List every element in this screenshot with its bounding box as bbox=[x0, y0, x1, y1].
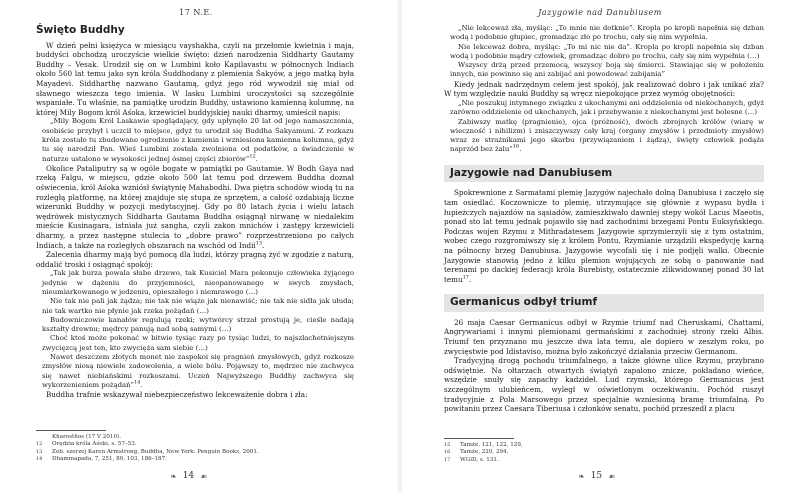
ornament-icon: ❧ bbox=[578, 471, 585, 481]
ornament-icon: ☙ bbox=[200, 471, 208, 481]
footnote: Kharosthos (17 V 2010). bbox=[52, 434, 121, 440]
buddha-quote bbox=[444, 24, 764, 80]
ornament-icon: ☙ bbox=[608, 471, 616, 481]
footnote: 12 Orędzia króla Aśoki, s. 57–53. bbox=[36, 441, 137, 448]
quote-line: Wszyscy drżą przed przemocą, wszyscy boją się śmierci. Stawiając się w położeniu innych, nie powinno się ani zabijać ani powodować zabijania” bbox=[450, 61, 764, 79]
quote-line: Zabiwszy matkę (pragnienie), ojca (próżność), dwóch zbrojnych królów (wiarę w wieczność i nihilizm) i zniszczywszy cały kraj (organy zmysłów i przedmioty zmysłów) wraz ze strażnikami jego skarbu (przywiązaniem i żądzą), święty człowiek podąża naprzód bez żalu”$^{16}$. bbox=[450, 117, 764, 154]
body-paragraph: Tradycyjną drogą pochodu triumfalnego, a także główne ulice Rzymu, przybrano odświętnie. Na ołtarzach otwartych świątyń zapalono znicze, pokładano wieńce, wszędzie snuły się zapachy kadzideł. Lud rzymski, którego Germanicus jest szczególnym ulubieńcem, wyległ w oświetlonym oczekiwaniu. Pochód ruszył tradycyjnie z Pola Marsowego przez specjalnie wzniesioną bramę triumfalną. Po powitaniu przez Caesara Tiberiusa i członków senatu, pochód przeszedł z placu bbox=[444, 356, 764, 414]
running-head-left: 17 N.E. bbox=[179, 8, 213, 17]
quote-line: Nie tak nie pali jak żądza; nie tak nie wiąże jak nienawiść; nie tak nie sidła jak ułuda; nie tak wartko nie płynie jak rzeka pożądań (…) bbox=[42, 297, 354, 315]
footnote: 16 Tamże, 220, 294. bbox=[444, 449, 509, 456]
footnote: 13 Zob. szerzej Karen Armstrong, Buddha, New York: Penguin Books, 2001. bbox=[36, 448, 259, 455]
section-heading-germanicus: Germanicus odbył triumf bbox=[444, 294, 764, 312]
body-paragraph: W dzień pełni księżyca w miesiącu vayshakha, czyli na przełomie kwietnia i maja, buddyści obchodzą uroczyście wielkie święto: dzień narodzenia Siddharty Gautamy Buddhy – Vesak. Urodził się on w Lumbini koło Kapilavastu w północnych Indiach około 560 lat temu jako syn króla Śuddhodany z plemienia Śakyów, a jego matką była Mayadevi. Siddharthę nazwano Gautamą, gdyż jego ród wywodził się miał od sławnego wieszcza tego imienia. W lasku Lumbini uroczystości są szczególnie wspaniałe. Tu właśnie, na pamiątkę urodzin Buddhy, ustawiono kamienną kolumnę, na której Mily Bogom król Aśoka, krzewiciel buddyjskiej nauki dharmy, umieścił napis: bbox=[36, 40, 354, 117]
page-number-left: ❧ 14 ☙ bbox=[170, 471, 208, 481]
footnote-ref: 17 bbox=[462, 274, 469, 281]
left-text-column bbox=[36, 24, 354, 400]
quote-text: „Mily Bogom Król Laskawie spoglądający, gdy upłynęło 20 lat od jego namaszczenia, osobiście przybył i uczcił to miejsce, gdyż tu urodził się Buddha Śakyamuni. Z rozkazu króla zostało tu zbudowane ogrodzenie z kamienia i wzniesiona kamienna kolumna, gdyż tu się narodził Pan. Wieś Lumbini została zwolniona od podatków, a świadczenie w naturze ustalono w wysokości jednej ósmej części zbiorów” bbox=[42, 117, 354, 163]
quote-line: Choć ktoś może pokonać w bitwie tysiąc razy po tysiąc ludzi, to najszlachetniejszym zwycięzcą jest ten, kto zwycięża sam siebie (…) bbox=[42, 334, 354, 352]
running-head-right: Jazygowie nad Danubiusem bbox=[538, 8, 662, 17]
quote-line: „Nie poszukuj intymnego związku z ukochanymi ani oddzielenia od niekochanych, gdyż zarówno oddzielenie od ukochanych, jak i przebywanie z niekochanymi jest bolesne (…) bbox=[450, 98, 764, 117]
footnote-ref: 14 bbox=[134, 379, 141, 386]
section-heading-swieto-buddhy: Święto Buddhy bbox=[36, 24, 125, 36]
footnotes-left bbox=[36, 430, 354, 464]
ornament-icon: ❧ bbox=[170, 471, 177, 481]
footnote: 17 WGiD, s. 131. bbox=[444, 456, 499, 463]
quote-line: Nawet deszczem złotych monet nie zaspokoi się pragnień zmysłowych, gdyż rozkosze zmysłów niosą niewiele zadowolenia, a wiele bólu. Pojąwszy to, mędrzec nie zachwyca się nawet niebiańskimi rozkoszami. Uczeń Najwyższego Buddhy zachwyca się wykorzenieniem pożądań”$^{14}$. bbox=[42, 353, 354, 389]
body-paragraph: Okolice Pataliputry są w ogóle bogate w pamiątki po Gautamie. W Bodh Gaya nad rzeką Falgu, w miejscu, gdzie około 500 lat temu pod drzewem Buddha doznał oświecenia, król Aśoka wzniósł świątynię Mahabodhi. Dwa piętra schodów wiodą tu na rozległą platformę, na której znajduje się stupa ze sprzętem, a całość ozdabiają liczne wizerunki Buddhy w pozycji medytacyjnej. Gdy po 80 latach życia i wielu latach wędrówek mistycznych Siddharta Gautama Buddha osiągnął nirwanę w niedalekim mieście Kusinagara, istniała już sangha, czyli zakon mnichów i zastępy krzewicieli dharmy, a przez następne stulecia to „dobre prawo” rozprzestrzeniono po całych Indiach, a także na rozległych obszarach na wschód od Indii$^{13}$. bbox=[36, 163, 354, 250]
right-page bbox=[402, 0, 800, 492]
footnotes-right bbox=[444, 438, 764, 464]
quote-line: „Tak jak burza powala słabe drzewo, tak Kusiciel Mara pokonuje człowieka żyjącego jedynie w dążeniu do przyjemności, nieopanowanego w swych zmysłach, nieumiarkowanego w jedzeniu, opieszałego i niemrawego (…) bbox=[42, 269, 354, 296]
right-text-column bbox=[444, 24, 764, 414]
body-paragraph: Spokrewnione z Sarmatami plemię Jazygów najechało dolną Danubiusa i zaczęło się tam osiedlać. Koczownicze to plemię, utrzymujące się głównie z wypasu bydła i łupieżczych najazdów na sąsiadów, zamieszkiwało dawniej stepy wokół Lacus Maeotis, ponad sto lat temu jednak pojawiło się nad zachodnimi brzegami Pontu Euksyńskiego. Podczas wojen Rzymu z Mithradatesem Jazygowie sprzymierzyli się z tym ostatnim, wobec czego rozgromiwszy się z królem Pontu, Rzymianie urządzili ekspedycję karną na północny brzeg Danubiusa. Jazygowie wycofali się i nie podjęli walki. Obecnie Jazygowie stanowią jedno z kilku plemion wojujących ze sobą o panowanie nad terenami po dackiej federacji króla Burebisty, ostatecznie zlikwidowanej ponad 30 lat temu$^{17}$. bbox=[444, 188, 764, 284]
dhammapada-quote bbox=[36, 269, 354, 390]
body-paragraph: Kiedy jednak nadrzędnym celem jest spokój, jak realizować dobro i jak unikać zła? W tym względzie nauki Buddhy są wręcz niepokojące przez wymóg obojętności: bbox=[444, 79, 764, 99]
footnote-rule bbox=[36, 430, 106, 431]
footnote-ref: 12 bbox=[249, 153, 256, 160]
body-paragraph: 26 maja Caesar Germanicus odbył w Rzymie triumf nad Cheruskami, Chattami, Angrywariami i innymi plemionami germańskimi z zachodniej strony rzeki Albis. Triumf ten przyznano mu jeszcze dwa lata temu, ale dopiero w zeszłym roku, po zwycięstwie pod Idistaviso, można było zakończyć działania przeciw Germanom. bbox=[444, 317, 764, 356]
quote-line: Budowniczowie kanałów regulują rzeki; wytwórcy strzał prostują je, cieśle nadają kształty drewnu; mędrcy panują nad sobą samymi (…) bbox=[42, 315, 354, 334]
page-number-right: ❧ 15 ☙ bbox=[578, 471, 616, 481]
footnote: 14 Dhammapada, 7, 251, 80, 103, 186–187. bbox=[36, 456, 167, 463]
left-page bbox=[0, 0, 398, 492]
inscription-quote: „Mily Bogom Król Laskawie spoglądający, gdy upłynęło 20 lat od jego namaszczenia, osobiście przybył i uczcił to miejsce, gdyż tu urodził się Buddha Śakyamuni. Z rozkazu króla zostało tu zbudowane ogrodzenie z kamienia i wzniesiona kamienna kolumna, gdyż tu się narodził Pan. Wieś Lumbini została zwolniona od podatków, a świadczenie w naturze ustalono w wysokości jednej ósmej części zbiorów”$^{12}$. bbox=[42, 117, 354, 163]
body-paragraph: Buddha trafnie wskazywał niebezpieczeństwo lekceważenie dobra i zła: bbox=[46, 390, 308, 400]
footnote-rule bbox=[444, 438, 514, 439]
footnote: 15 Tamże, 121, 122, 129, bbox=[444, 442, 523, 448]
body-paragraph: Zalecenia dharmy mają być pomocą dla ludzi, którzy pragną żyć w zgodzie z naturą, oddalić troski i osiągnąć spokój: bbox=[36, 250, 354, 269]
footnote-ref: 16 bbox=[512, 144, 520, 151]
section-heading-jazygowie: Jazygowie nad Danubiusem bbox=[444, 165, 764, 183]
quote-line: Nie lekceważ dobra, myśląc: „To mi nic nie da”. Kropla po kropli napełnia się dzban wodą i podobnie mądry człowiek, gromadząc dobro po trochu, cały się nim wypełnia (…) bbox=[450, 42, 764, 60]
buddha-quote-2 bbox=[444, 99, 764, 155]
footnote-ref: 13 bbox=[255, 240, 263, 247]
quote-line: „Nie lekceważ zła, myśląc: „To mnie nie dotknie”. Kropla po kropli napełnia się dzban wodą i podobnie głupiec, gromadząc zło po trochu, cały się nim wypełnia. bbox=[450, 24, 764, 42]
